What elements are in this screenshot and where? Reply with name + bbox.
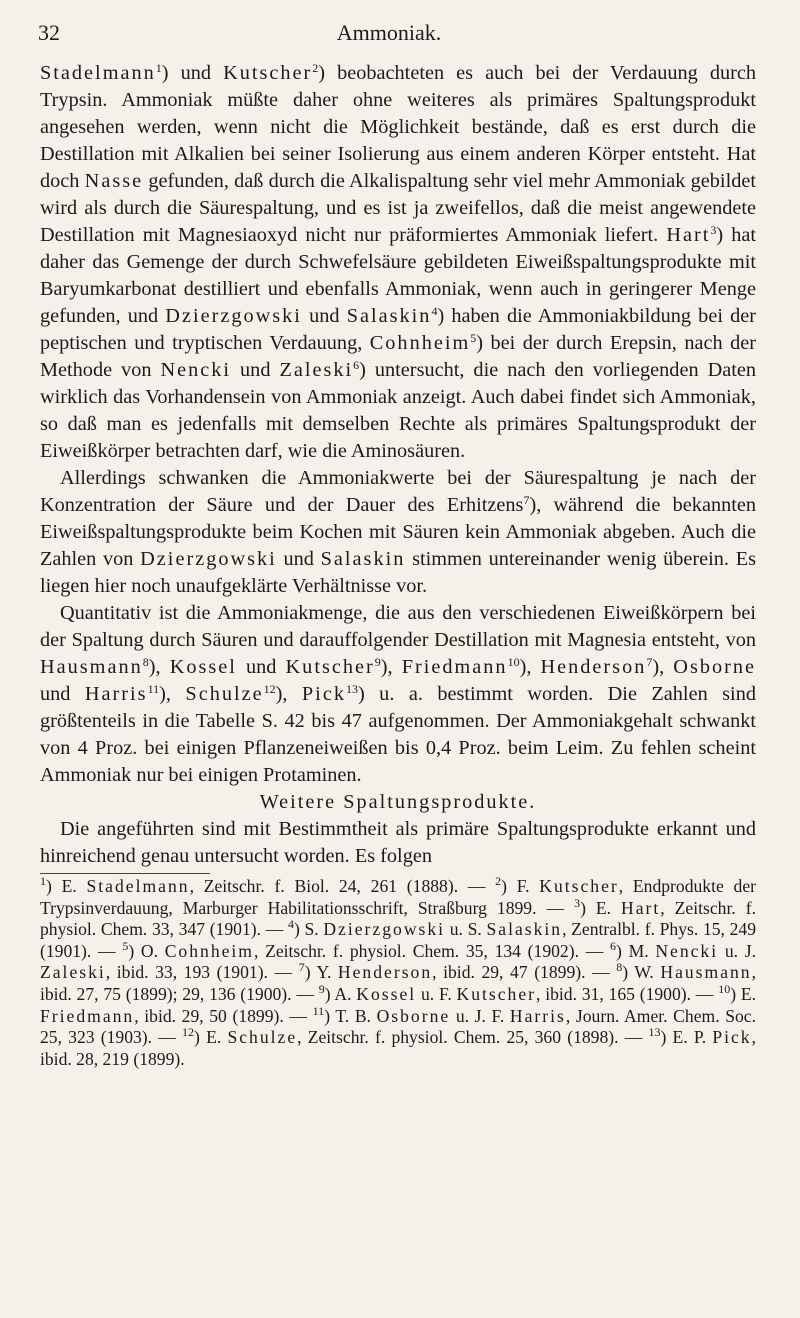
text-run: und: [301, 305, 347, 327]
text-run: , Zeitschr. f. Biol. 24, 261 (1888). —: [189, 876, 496, 896]
text-run: ) und: [161, 62, 224, 84]
footnote-marker: 3: [710, 223, 717, 237]
footnote-marker: 1: [155, 61, 162, 75]
footnote-marker: 13: [648, 1025, 661, 1040]
author-name: Harris: [84, 683, 148, 705]
text-run: ),: [275, 683, 302, 705]
text-run: , Zeitschr. f. physiol. Chem. 33, 347 (1901). —: [40, 897, 756, 940]
author-name: Henderson: [540, 656, 647, 678]
text-run: , Journ. Amer. Chem. Soc. 25, 323 (1903). —: [40, 1005, 757, 1048]
footnote-marker: 3: [574, 895, 581, 910]
author-name: Dzierzgowski: [165, 305, 302, 327]
author-name: Osborne: [673, 656, 757, 678]
text-run: ) bei der durch Erepsin, nach der Methode von: [40, 332, 756, 381]
footnote-marker: 2: [312, 61, 319, 75]
footnote-marker: 10: [718, 981, 731, 996]
paragraph: [40, 60, 756, 465]
text-run: und: [40, 683, 85, 705]
author-name: Hart: [666, 224, 711, 246]
text-run: ) E.: [194, 1027, 228, 1048]
footnote-marker: 11: [147, 682, 160, 696]
text-run: u. J.: [718, 940, 756, 961]
author-name: Henderson: [337, 962, 433, 983]
text-run: Allerdings schwanken die Ammoniakwerte bei der Säurespaltung je nach der Konzentration der Säure und der Dauer des Erhitzens: [40, 467, 756, 516]
author-name: Cohnheim: [369, 332, 471, 354]
paragraph: Die angeführten sind mit Bestimmtheit als primäre Spaltungsprodukte erkannt und hinreichend genau untersucht worden. Es folgen: [40, 818, 756, 867]
text-run: ) A.: [324, 983, 357, 1004]
text-run: ) F.: [501, 876, 540, 896]
paragraph: [40, 600, 756, 789]
author-name: Dzierzgowski: [323, 919, 446, 940]
footnote-marker: 4: [431, 304, 438, 318]
text-run: , Zeitschr. f. physiol. Chem. 25, 360 (1898). —: [297, 1027, 649, 1048]
footnote-marker: 13: [345, 682, 358, 696]
main-text: [40, 60, 756, 1070]
footnote-marker: 4: [287, 917, 294, 932]
text-run: , Zentralbl. f. Phys. 15, 249 (1901). —: [40, 919, 756, 961]
footnote-block: [40, 876, 756, 1070]
text-run: ) beobachteten es auch bei der Verdauung durch Trypsin. Ammoniak müßte daher ohne weiteres als primäres Spaltungsprodukt angesehen werden, wenn nicht die Möglichkeit bestände, daß es erst durch die Destillation mit Alkalien bei seiner Isolierung aus einem anderen Körper entsteht. Hat doch: [40, 62, 756, 192]
author-name: Pick: [712, 1027, 752, 1048]
text-run: ) u. a. bestimmt worden. Die Zahlen sind größtenteils in die Tabelle S. 42 bis 47 aufgenommen. Der Ammoniakgehalt schwankt von 4 Proz. bei einigen Pflanzeneiweißen bis 0,4 Proz. beim Leim. Zu fehlen scheint Ammoniak nur bei einigen Protaminen.: [40, 683, 756, 786]
footnote-marker: 11: [312, 1003, 325, 1018]
footnote-marker: 8: [616, 960, 623, 975]
author-name: Kutscher: [456, 983, 537, 1004]
text-run: , ibid. 28, 219 (1899).: [40, 1027, 756, 1069]
text-run: ) W.: [622, 962, 661, 983]
footnote-marker: 1: [40, 874, 46, 888]
author-name: Kossel: [356, 983, 417, 1004]
text-run: , ibid. 29, 47 (1899). —: [432, 962, 617, 983]
footnote-marker: 8: [142, 655, 149, 669]
author-name: Hausmann: [40, 656, 143, 678]
author-name: Schulze: [185, 683, 264, 705]
footnote-marker: 12: [263, 682, 276, 696]
text-run: ) O.: [128, 940, 165, 961]
text-run: , ibid. 33, 193 (1901). —: [105, 962, 299, 983]
footnote-marker: 9: [374, 655, 381, 669]
footnote-marker: 5: [470, 331, 477, 345]
footnotes: [40, 876, 756, 1070]
text-run: und: [276, 548, 321, 570]
author-name: Pick: [301, 683, 346, 705]
text-run: , Zeitschr. f. physiol. Chem. 35, 134 (1902). —: [254, 940, 610, 961]
text-run: ) M.: [616, 940, 656, 961]
author-name: Dzierzgowski: [140, 548, 277, 570]
author-name: Kutscher: [285, 656, 375, 678]
author-name: Kutscher: [223, 62, 313, 84]
text-run: ) untersucht, die nach den vorliegenden Daten wirklich das Vorhandensein von Ammoniak anzeigt. Auch dabei findet sich Ammoniak, so daß man es jedenfalls mit demselben Rechte als primäres Spaltungsprodukt der Eiweißkörper betrachten darf, wie die Aminosäuren.: [40, 359, 757, 462]
text-run: u. J. F.: [450, 1005, 510, 1026]
text-run: Quantitativ ist die Ammoniakmenge, die aus den verschiedenen Eiweißkörpern bei der Spaltung durch Säuren und darauffolgender Destillation mit Magnesia entsteht, von: [40, 602, 756, 651]
text-run: ) hat daher das Gemenge der durch Schwefelsäure gebildeten Eiweißspaltungsprodukte mit Baryumkarbonat destilliert und ebenfalls Ammoniak, wenn auch in geringerer Menge gefunden, und: [40, 224, 756, 327]
author-name: Nencki: [655, 940, 719, 961]
text-run: u. S.: [445, 919, 487, 940]
text-run: ) Y.: [304, 962, 338, 983]
text-run: u. F.: [416, 983, 457, 1004]
footnote-marker: 2: [495, 874, 502, 888]
author-name: Salaskin: [320, 548, 406, 570]
author-name: Cohnheim: [164, 940, 254, 961]
text-run: stimmen untereinander wenig überein. Es liegen hier noch unaufgeklärte Verhältnisse vor.: [40, 548, 756, 597]
text-run: ) E. P.: [660, 1027, 713, 1048]
text-run: ),: [159, 683, 186, 705]
text-run: ) E.: [730, 983, 756, 1004]
author-name: Friedmann: [40, 1005, 135, 1026]
text-run: ),: [380, 656, 402, 678]
text-run: , ibid. 27, 75 (1899); 29, 136 (1900). —: [40, 962, 757, 1004]
author-name: Hart: [621, 897, 661, 918]
author-name: Kutscher: [539, 876, 619, 896]
author-name: Stadelmann: [86, 876, 190, 896]
author-name: Stadelmann: [40, 62, 156, 84]
paragraph: [40, 465, 756, 600]
page-header: [38, 12, 740, 48]
author-name: Osborne: [376, 1005, 451, 1026]
page-number: 32: [38, 20, 60, 45]
running-title: Ammoniak.: [336, 20, 442, 45]
text-run: ) haben die Ammoniakbildung bei der peptischen und tryptischen Verdauung,: [40, 305, 757, 354]
footnote-marker: 12: [182, 1025, 195, 1040]
author-name: Friedmann: [401, 656, 508, 678]
text-run: ),: [652, 656, 674, 678]
text-run: ),: [148, 656, 170, 678]
text-run: , ibid. 31, 165 (1900). —: [536, 983, 719, 1004]
text-run: und: [236, 656, 286, 678]
text-run: ),: [519, 656, 541, 678]
footnote-marker: 7: [646, 655, 653, 669]
text-run: gefunden, daß durch die Alkalispaltung sehr viel mehr Ammoniak gebildet wird als durch die Säurespaltung, und es ist ja zweifellos, daß die meist angewendete Destillation mit Magnesiaoxyd nicht nur präformiertes Ammoniak liefert.: [40, 170, 756, 246]
footnote-marker: 9: [318, 981, 325, 996]
author-name: Nasse: [84, 170, 144, 192]
author-name: Zaleski: [279, 359, 354, 381]
author-name: Harris: [509, 1005, 566, 1026]
text-run: ) E.: [580, 897, 622, 918]
footnote-rule: [40, 873, 210, 874]
author-name: Salaskin: [486, 919, 563, 940]
text-run: ), während die bekannten Eiweißspaltungsprodukte beim Kochen mit Säuren kein Ammoniak abgeben. Auch die Zahlen von: [40, 494, 757, 570]
text-run: und: [231, 359, 280, 381]
author-name: Nencki: [160, 359, 232, 381]
section-heading: Weitere Spaltungsprodukte.: [259, 791, 537, 813]
author-name: Schulze: [227, 1027, 298, 1048]
footnote-marker: 7: [523, 493, 530, 507]
text-run: , ibid. 29, 50 (1899). —: [134, 1005, 313, 1026]
text-run: ) T. B.: [324, 1005, 377, 1026]
author-name: Kossel: [169, 656, 237, 678]
author-name: Zaleski: [40, 962, 106, 983]
text-run: ) E.: [46, 876, 87, 896]
text-run: , Endprodukte der Trypsinverdauung, Marburger Habilitationsschrift, Straßburg 1899. —: [40, 876, 756, 918]
footnote-marker: 10: [507, 655, 520, 669]
author-name: Salaskin: [346, 305, 432, 327]
footnote-marker: 7: [298, 960, 305, 975]
text-run: ) S.: [293, 919, 324, 940]
footnote-marker: 6: [353, 358, 360, 372]
author-name: Hausmann: [660, 962, 752, 983]
footnote-marker: 5: [122, 938, 129, 953]
footnote-marker: 6: [610, 938, 616, 953]
